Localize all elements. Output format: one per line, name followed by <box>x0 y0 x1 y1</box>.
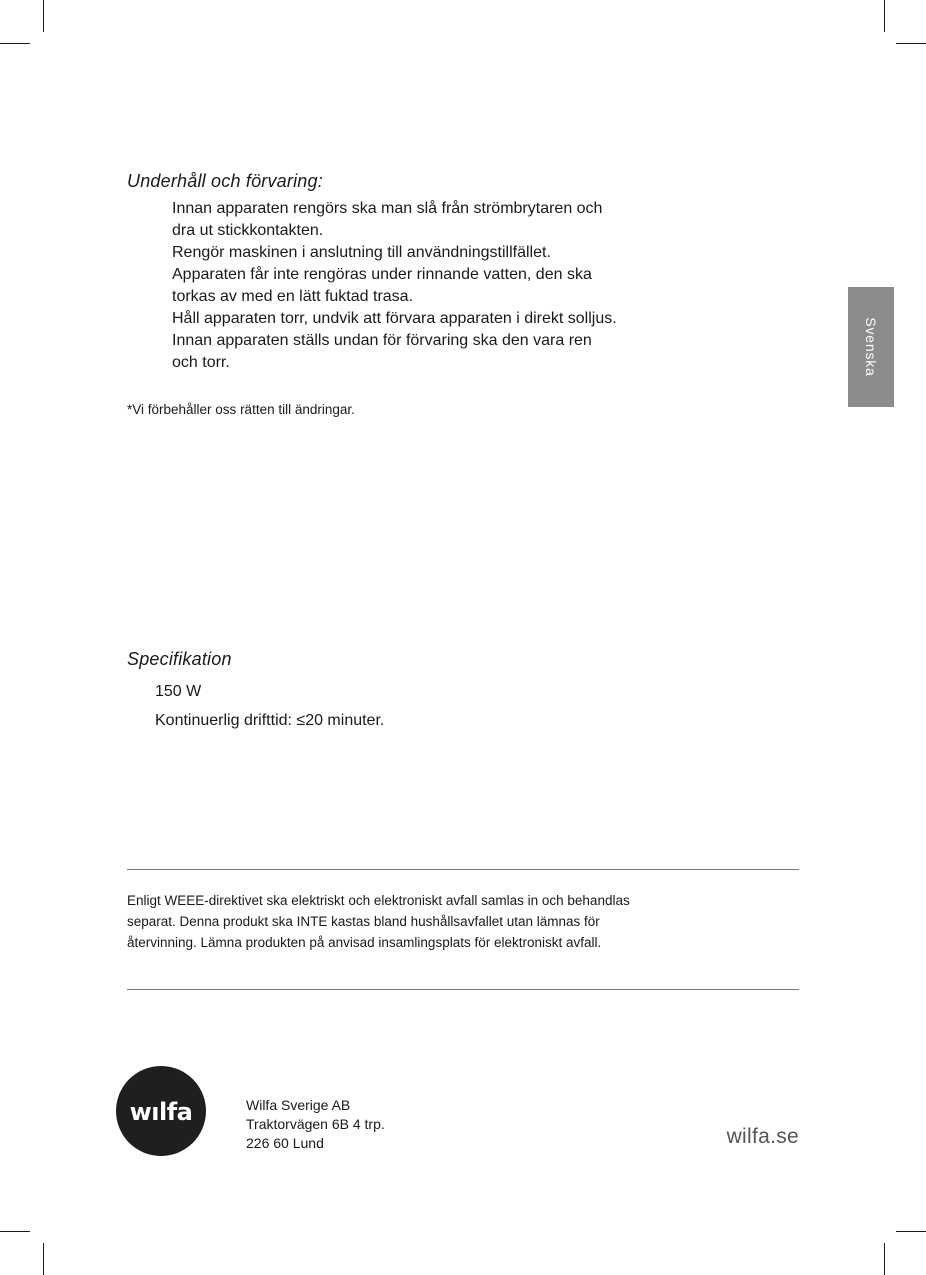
crop-mark <box>884 0 885 32</box>
crop-mark <box>0 43 30 44</box>
logo-text: wılfa <box>129 1098 193 1126</box>
weee-notice <box>127 890 747 953</box>
language-tab <box>848 287 894 407</box>
divider-bottom <box>127 989 799 990</box>
maintenance-line: torkas av med en lätt fuktad trasa. <box>172 288 414 305</box>
crop-mark <box>0 1231 30 1232</box>
crop-mark <box>43 0 44 32</box>
specification-heading: Specifikation <box>127 649 232 669</box>
crop-mark <box>884 1243 885 1275</box>
company-name: Wilfa Sverige AB <box>246 1097 351 1113</box>
maintenance-line: Innan apparaten rengörs ska man slå från strömbrytaren och <box>172 200 603 217</box>
language-tab-label: Svenska <box>863 317 879 377</box>
crop-mark <box>896 43 926 44</box>
wilfa-logo <box>116 1066 206 1156</box>
company-city: 226 60 Lund <box>246 1135 324 1151</box>
spec-item-runtime: Kontinuerlig drifttid: ≤20 minuter. <box>155 712 385 729</box>
disclaimer-note: *Vi förbehåller oss rätten till ändringar. <box>127 402 355 417</box>
website-url: wilfa.se <box>726 1125 799 1148</box>
maintenance-line: dra ut stickkontakten. <box>172 222 324 239</box>
crop-mark <box>896 1231 926 1232</box>
maintenance-line: Håll apparaten torr, undvik att förvara apparaten i direkt solljus. <box>172 310 617 327</box>
company-street: Traktorvägen 6B 4 trp. <box>246 1116 385 1132</box>
divider-top <box>127 869 799 870</box>
weee-line: separat. Denna produkt ska INTE kastas bland hushållsavfallet utan lämnas för <box>127 914 600 929</box>
maintenance-heading: Underhåll och förvaring: <box>127 171 323 191</box>
weee-line: återvinning. Lämna produkten på anvisad insamlingsplats för elektroniskt avfall. <box>127 935 602 950</box>
maintenance-line: Rengör maskinen i anslutning till användningstillfället. <box>172 244 551 261</box>
maintenance-list <box>172 198 712 374</box>
weee-line: Enligt WEEE-direktivet ska elektriskt och elektroniskt avfall samlas in och behandlas <box>127 893 630 908</box>
maintenance-line: och torr. <box>172 354 230 371</box>
specification-list <box>155 677 384 735</box>
maintenance-line: Apparaten får inte rengöras under rinnande vatten, den ska <box>172 266 592 283</box>
crop-mark <box>43 1243 44 1275</box>
company-address <box>246 1096 385 1153</box>
spec-item-power: 150 W <box>155 683 202 700</box>
maintenance-line: Innan apparaten ställs undan för förvaring ska den vara ren <box>172 332 592 349</box>
